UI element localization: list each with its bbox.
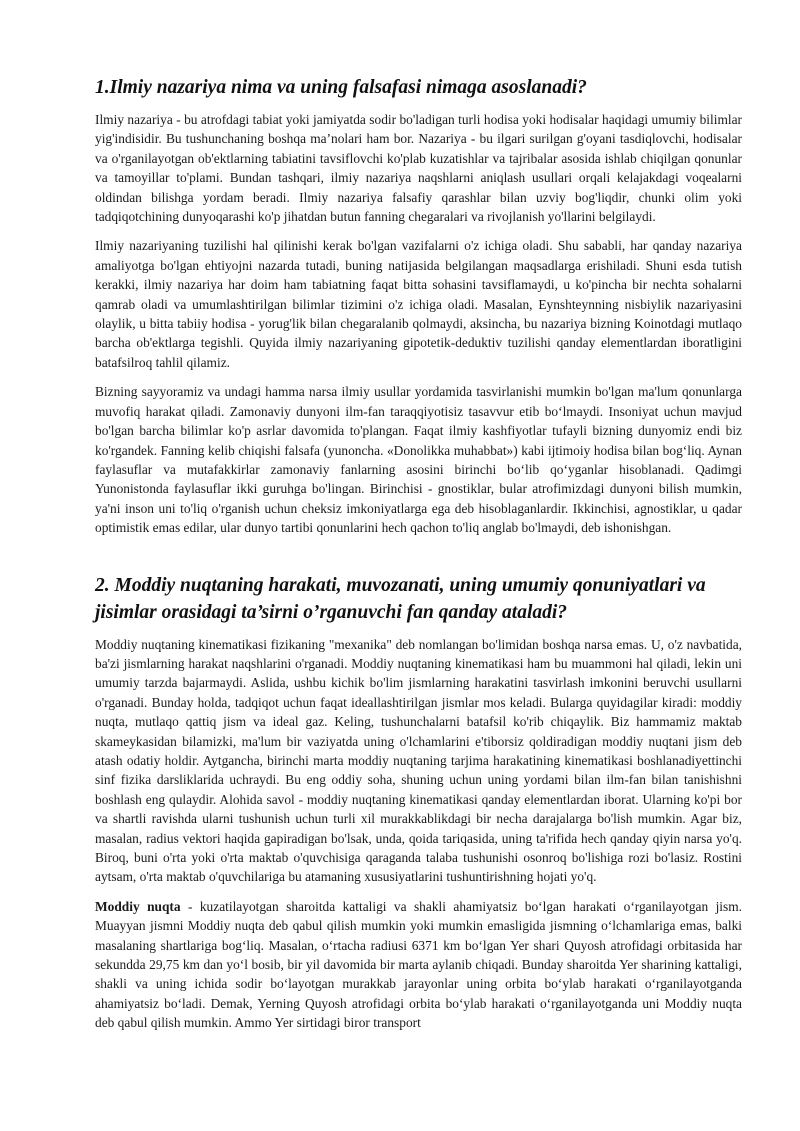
document-page bbox=[95, 74, 742, 1043]
section-2-paragraph-1: Moddiy nuqtaning kinematikasi fizikaning "mexanika" deb nomlangan bo'limidan boshqa narsa emas. U, o'z navbatida, ba'zi jismlarning harakat naqshlarini o'rganadi. Moddiy nuqtaning kinematikasi ham bu muammoni hal qiladi, lekin uni umumiy tarzda bajarmaydi. Aslida, ushbu kichik bo'lim jismlarning harakatini tasvirlash imkonini beruvchi usullarni o'rganadi. Bunday holda, tadqiqot uchun faqat ideallashtirilgan jismlar mos keladi. Bularga quyidagilar kiradi: moddiy nuqta, mutlaqo qattiq jism va ideal gaz. Keling, tushunchalarni batafsil ko'rib chiqaylik. Biz hammamiz maktab skameykasidan bilamizki, ma'lum bir vaziyatda uning o'lchamlarini e'tiborsiz qoldiradigan moddiy nuqtani jism deb atash odatiy holdir. Aytgancha, birinchi marta moddiy nuqtaning tarjima harakatining kinematikasi boshlanadiyettinchi sinf fizika darsliklarida uchraydi. Bu eng oddiy soha, shuning uchun uning yordami bilan ilm-fan bilan tanishishni boshlash eng qulaydir. Alohida savol - moddiy nuqtaning kinematikasi qanday elementlardan iborat. Ularning ko'pi bor va shartli ravishda ularni tushunish uchun turli xil murakkablikdagi bir necha darajalarga bo'lish mumkin. Agar biz, masalan, radius vektori haqida gapiradigan bo'lsak, unda, qoida tariqasida, uning ta'rifida hech qanday qiyin narsa yo'q. Biroq, buni o'rta yoki o'rta maktab o'quvchisiga qaraganda talaba tushunishi osonroq bo'lishiga rozi bo'lasiz. Rostini aytsam, o'rta maktab o'quvchilariga bu atamaning xususiyatlarini tushuntirishning hojati yo'q. bbox=[95, 636, 742, 885]
section-1-heading: 1.Ilmiy nazariya nima va uning falsafasi nimaga asoslanadi? bbox=[95, 77, 587, 98]
term-bold: Moddiy nuqta bbox=[95, 898, 181, 914]
section-1-paragraph-2: Ilmiy nazariyaning tuzilishi hal qilinishi kerak bo'lgan vazifalarni o'z ichiga oladi. Shu sababli, har qanday nazariya amaliyotga bo'lgan ehtiyojni nazarda tutadi, buning natijasida belgilangan maqsadlarga erishiladi. Shuni esda tutish kerakki, ilmiy nazariya har doim ham tabiatning faqat bitta sohasini tavsiflamaydi, u ko'pincha bir nechta sohalarni qamrab oladi va umumlashtirilgan bilimlar tizimini o'z ichiga oladi. Masalan, Eynshteynning nisbiylik nazariyasini olaylik, u bitta tabiiy hodisa - yorug'lik bilan chegaralanib qolmaydi, aksincha, bu nazariya bizning Koinotdagi mutlaqo barcha ob'ektlarga tegishli. Quyida ilmiy nazariyaning gipotetik-deduktiv tuzilishi qanday elementlardan iboratligini batafsilroq tahlil qilamiz. bbox=[95, 238, 742, 370]
section-2-term-paragraph bbox=[95, 897, 742, 1033]
section-2-heading: 2. Moddiy nuqtaning harakati, muvozanati, uning umumiy qonuniyatlari va jisimlar orasidagi ta’sirni o’rganuvchi fan qanday ataladi? bbox=[95, 574, 706, 623]
term-definition: - kuzatilayotgan sharoitda kattaligi va shakli ahamiyatsiz bo‘lgan harakati o‘rganilayotgan jism. Muayyan jismni Moddiy nuqta deb qabul qilish mumkin yoki mumkin emasligida jismning o‘lchamlariga emas, balki masalaning shartlariga bog‘liq. Masalan, o‘rtacha radiusi 6371 km bo‘lgan Yer shari Quyosh atrofidagi orbitasida har sekundda 29,75 km dan yo‘l bosib, bir yil davomida bir marta aylanib chiqadi. Bunday sharoitda Yer sharining kattaligi, shakli va uning ichida sodir bo‘layotgan murakkab jarayonlar uning orbita bo‘ylab harakati o‘rganilayotganda ahamiyatsiz bo‘ladi. Demak, Yerning Quyosh atrofidagi orbita bo‘ylab harakati o‘rganilayotganda uni Moddiy nuqta deb qabul qilish mumkin. Ammo Yer sirtidagi biror transport bbox=[95, 898, 742, 1031]
section-1-paragraph-1: Ilmiy nazariya - bu atrofdagi tabiat yoki jamiyatda sodir bo'ladigan turli hodisa yoki hodisalar haqidagi umumiy bilimlar yig'indisidir. Bu tushunchaning boshqa ma’nolari ham bor. Nazariya - bu ilgari surilgan g'oyani tasdiqlovchi, hodisalar va o'rganilayotgan ob'ektlarning tabiatini tavsiflovchi ko'plab kuzatishlar va tajribalar asosida ishlab chiqilgan qonunlar va tamoyillar to'plami. Bundan tashqari, ilmiy nazariya naqshlarni aniqlash usullari orqali kelajakdagi voqealarni oldindan bilishga yordam beradi. Ilmiy nazariya falsafiy qarashlar bilan uzviy bog'liqdir, chunki olim yoki tadqiqotchining dunyoqarashi ko'p jihatdan butun fanning chegaralari va rivojlanish yo'llarini belgilaydi. bbox=[95, 112, 742, 225]
section-1-paragraph-3: Bizning sayyoramiz va undagi hamma narsa ilmiy usullar yordamida tasvirlanishi mumkin bo'lgan ma'lum qonunlarga muvofiq harakat qiladi. Zamonaviy dunyoni ilm-fan taraqqiyotisiz tasavvur etib bo‘lmaydi. Insoniyat uchun mavjud bo'lgan barcha bilimlar ko'p asrlar davomida to'plangan. Faqat ilmiy kashfiyotlar tufayli bizning dunyomiz endi biz ko'rgandek. Fanning kelib chiqishi falsafa (yunoncha. «Donolikka muhabbat») kabi ijtimoiy hodisa bilan bog‘liq. Aynan faylasuflar va mutafakkirlar zamonaviy fanlarning asosini birinchi bo‘lib qo‘yganlar hisoblanadi. Qadimgi Yunonistonda faylasuflar ikki guruhga bo'lingan. Birinchisi - gnostiklar, bular atrofimizdagi dunyoni bilish mumkin, ya'ni inson uni to'liq o'rganish uchun cheksiz imkoniyatlarga ega deb hisoblaganlardir. Ikkinchisi, agnostiklar, u qadar optimistik emas edilar, ular dunyo tartibi qonunlarini hech qachon to'liq anglab bo'lmaydi, deb ishonishgan. bbox=[95, 384, 742, 536]
